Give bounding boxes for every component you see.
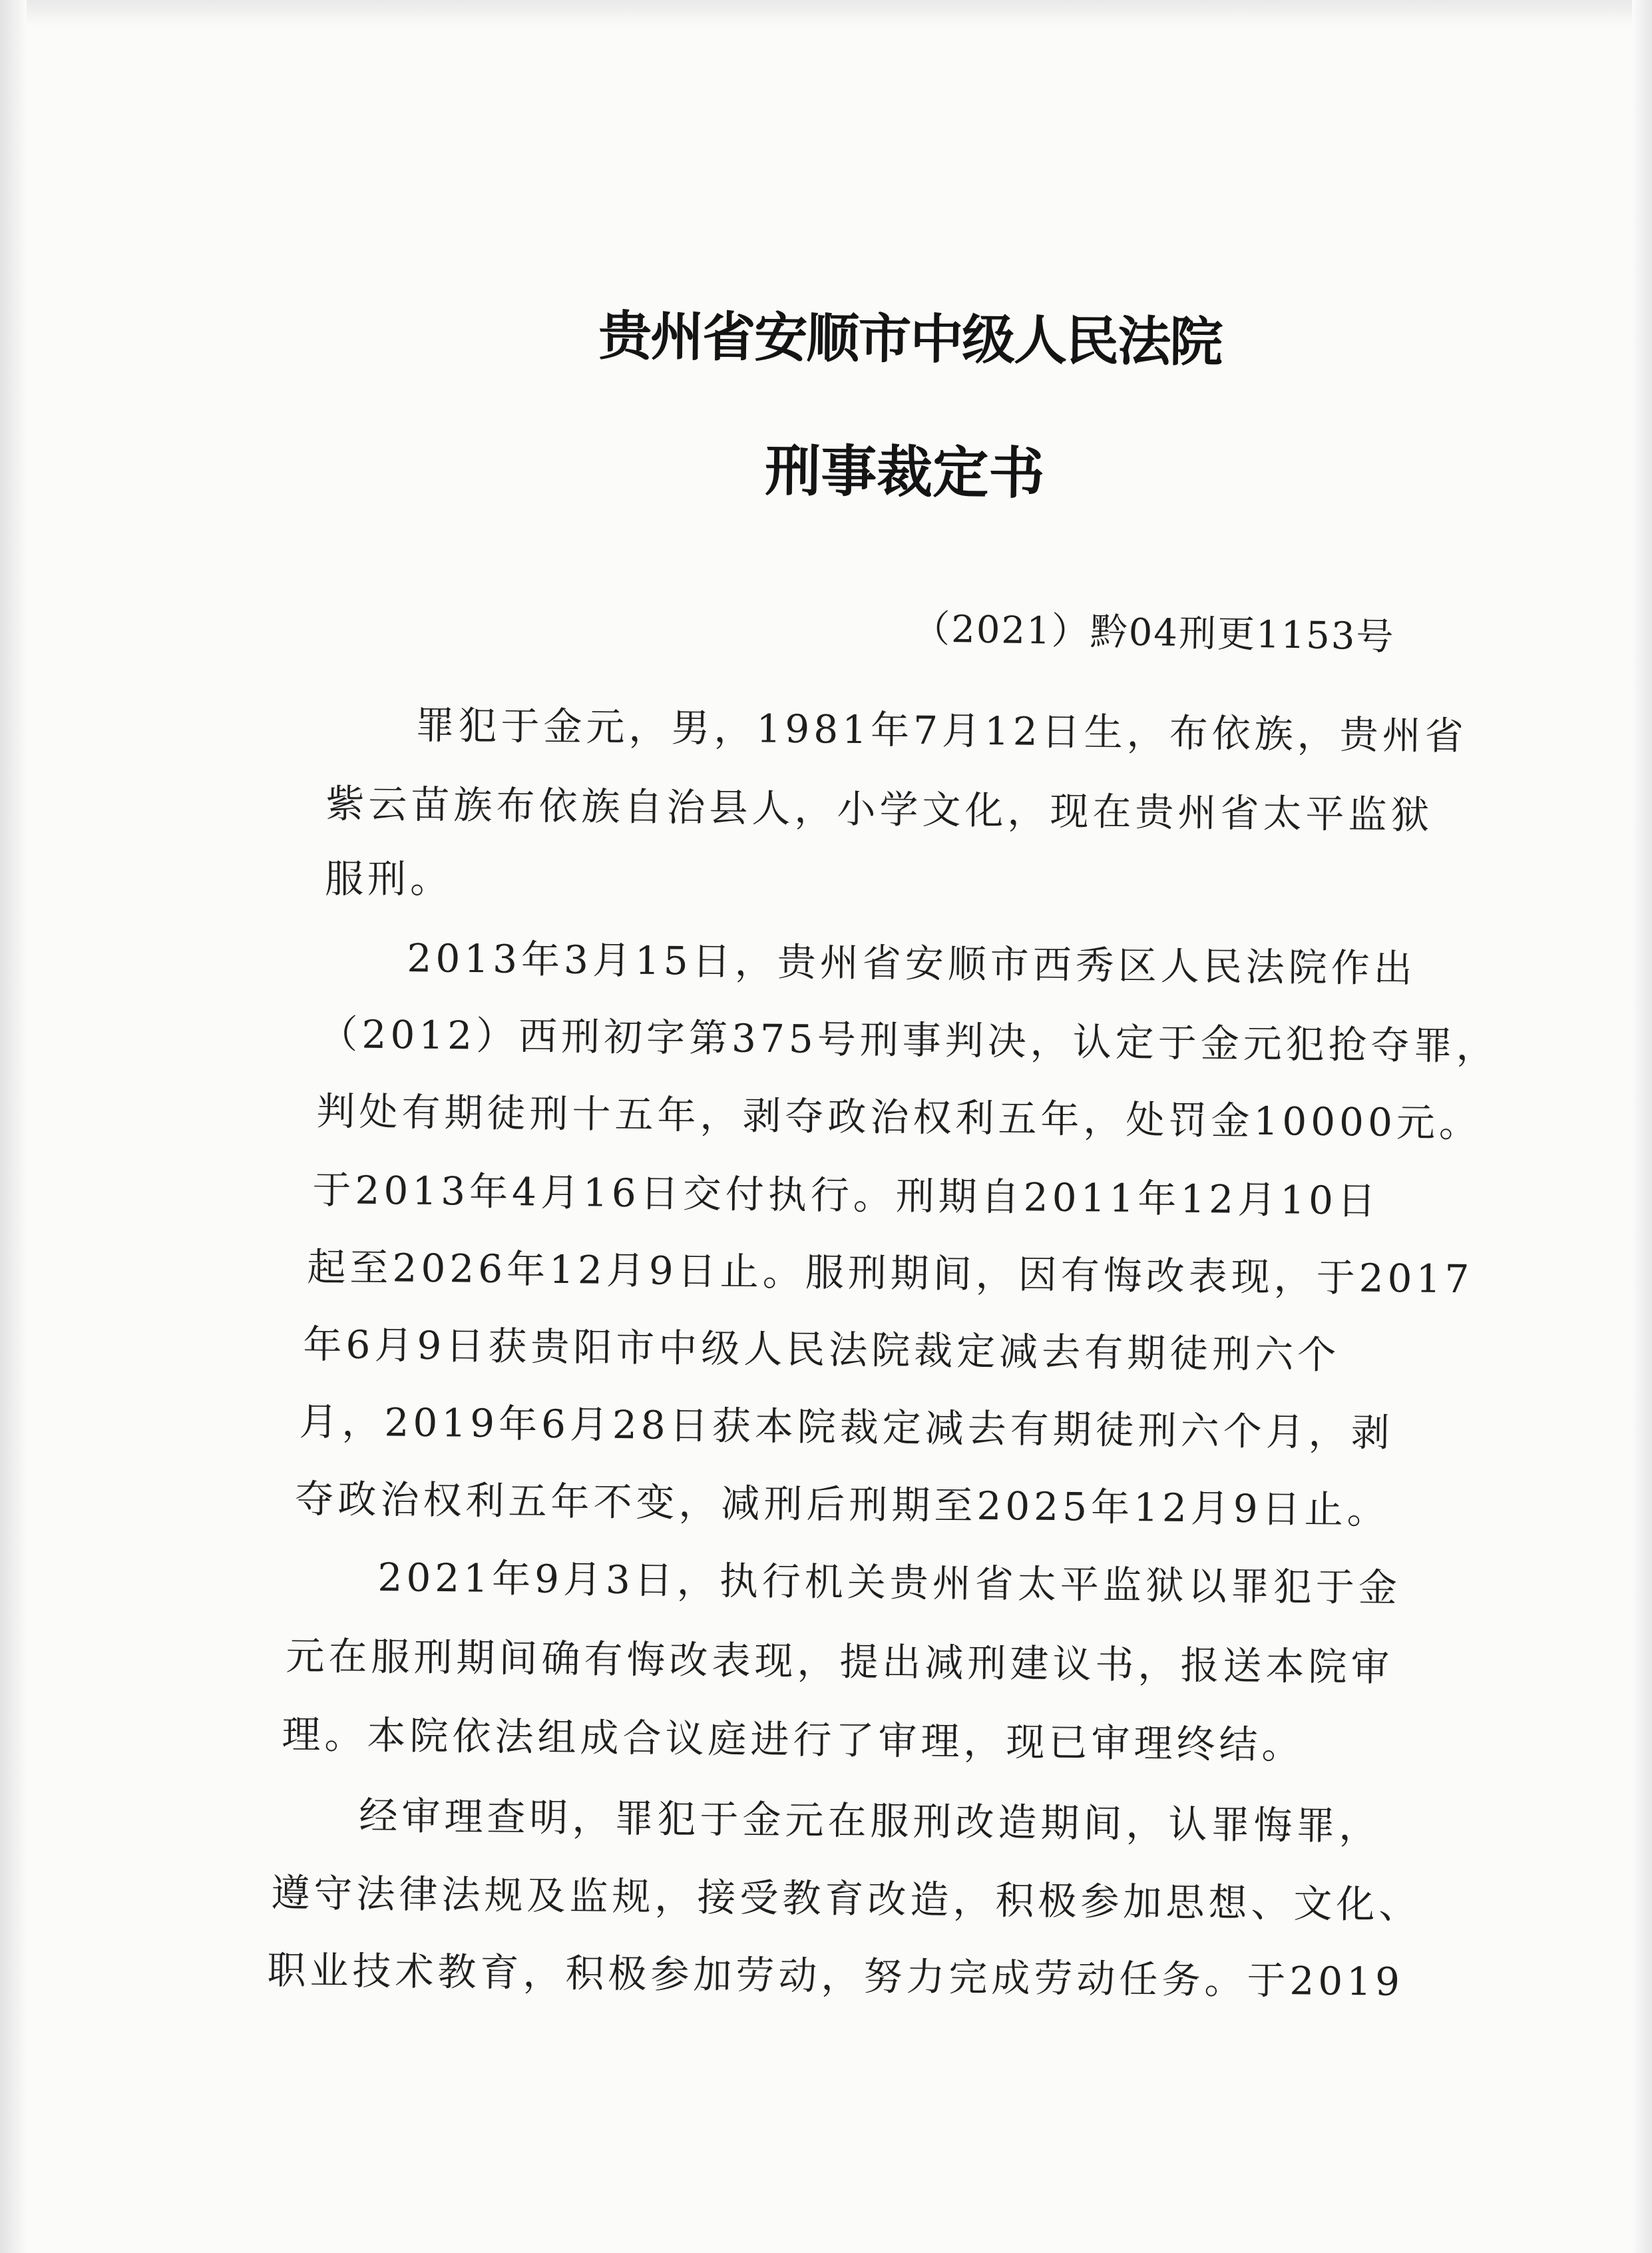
body-line-13: 元在服刑期间确有悔改表现，提出减刑建议书，报送本院审 xyxy=(286,1632,1394,1690)
body-line-17: 职业技术教育，积极参加劳动，努力完成劳动任务。于2019 xyxy=(267,1947,1404,2005)
body-line-5: （2012）西刑初字第375号刑事判决，认定于金元犯抢夺罪， xyxy=(319,1011,1500,1069)
body-line-7: 于2013年4月16日交付执行。刑期自2011年12月10日 xyxy=(312,1166,1380,1224)
body-line-10: 月，2019年6月28日获本院裁定减去有期徒刑六个月，剥 xyxy=(299,1398,1394,1456)
body-line-8: 起至2026年12月9日止。服刑期间，因有悔改表现，于2017 xyxy=(307,1244,1474,1302)
body-line-1: 罪犯于金元，男，1981年7月12日生，布依族，贵州省 xyxy=(415,702,1468,759)
scan-shadow-left xyxy=(0,0,27,2253)
body-line-11: 夺政治权利五年不变，减刑后刑期至2025年12月9日止。 xyxy=(295,1475,1390,1533)
body-line-4: 2013年3月15日，贵州省安顺市西秀区人民法院作出 xyxy=(407,935,1417,991)
body-line-12: 2021年9月3日，执行机关贵州省太平监狱以罪犯于金 xyxy=(377,1554,1402,1611)
scan-shadow-top xyxy=(0,0,1652,27)
body-line-2: 紫云苗族布依族自治县人，小学文化，现在贵州省太平监狱 xyxy=(325,780,1434,838)
body-line-6: 判处有期徒刑十五年，剥夺政治权利五年，处罚金10000元。 xyxy=(316,1088,1482,1146)
scan-shadow-right xyxy=(1632,0,1652,2253)
case-number: （2021）黔04刑更1153号 xyxy=(912,607,1395,659)
body-line-3: 服刑。 xyxy=(325,856,453,901)
document-title: 刑事裁定书 xyxy=(764,437,1045,507)
body-line-9: 年6月9日获贵阳市中级人民法院裁定减去有期徒刑六个 xyxy=(303,1321,1341,1378)
body-line-15: 经审理查明，罪犯于金元在服刑改造期间，认罪悔罪， xyxy=(359,1792,1382,1850)
court-name-heading: 贵州省安顺市中级人民法院 xyxy=(598,304,1222,374)
body-line-14: 理。本院依法组成合议庭进行了审理，现已审理终结。 xyxy=(282,1711,1305,1768)
body-line-16: 遵守法律法规及监规，接受教育改造，积极参加思想、文化、 xyxy=(271,1870,1422,1928)
